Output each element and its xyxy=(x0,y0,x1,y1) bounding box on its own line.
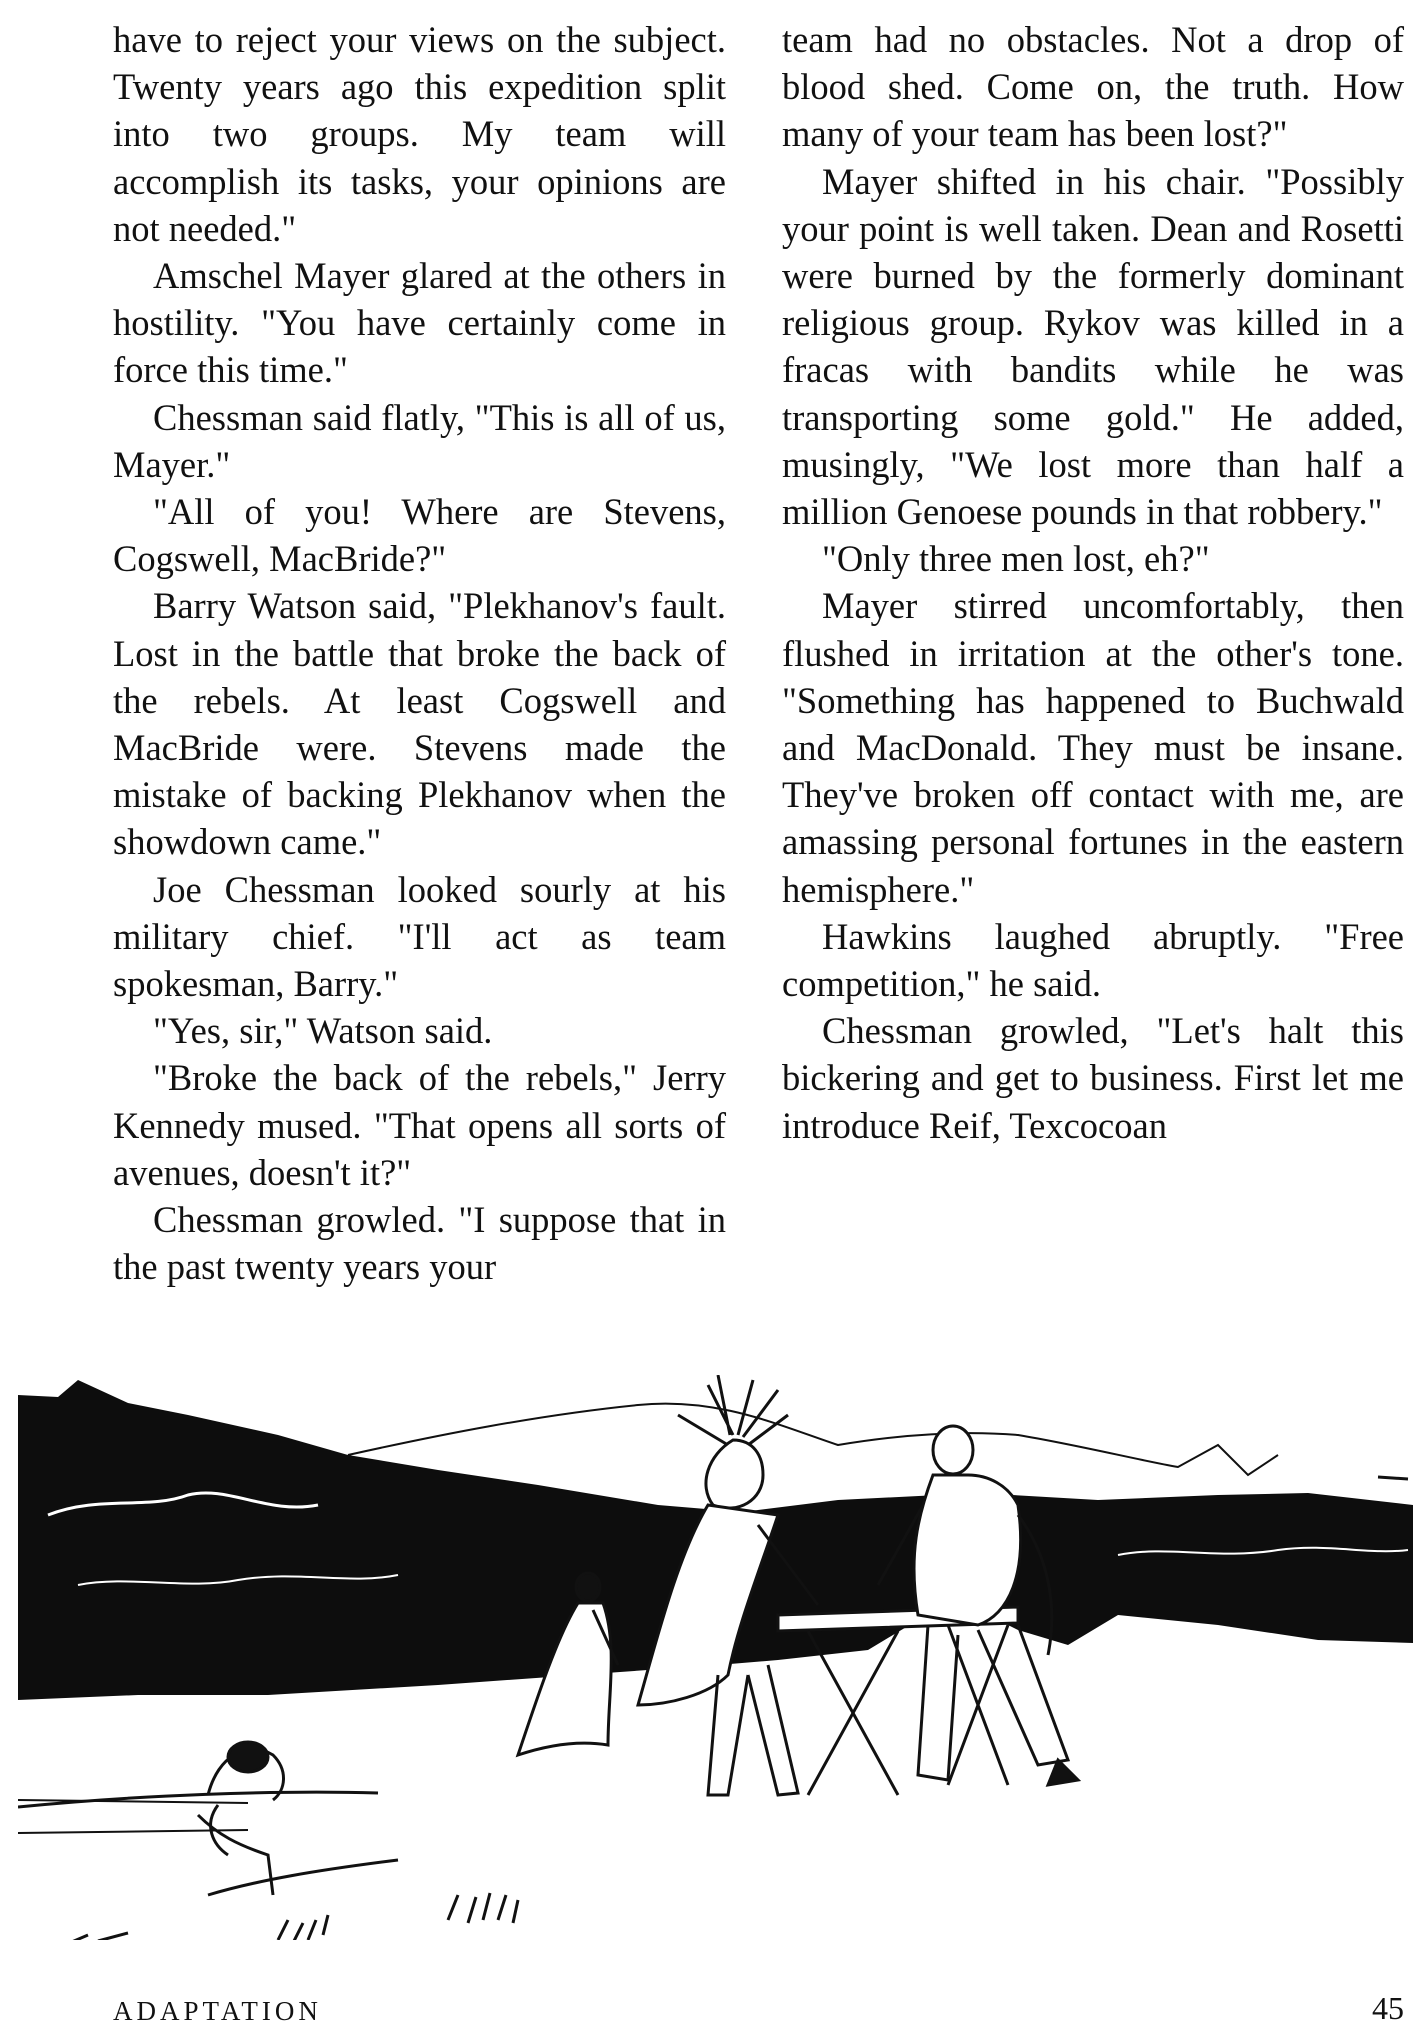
paragraph: team had no obstacles. Not a drop of blood shed. Come on, the truth. How many of your team has been lost?" xyxy=(782,19,1404,155)
paragraph: Amschel Mayer glared at the others in hostility. "You have certainly come in force this time." xyxy=(113,255,726,391)
figure-binoculars xyxy=(198,1742,284,1895)
paragraph: "Broke the back of the rebels," Jerry Kennedy mused. "That opens all sorts of avenues, doesn't it?" xyxy=(113,1057,726,1193)
paragraph: "Only three men lost, eh?" xyxy=(822,538,1210,580)
section-title: ADAPTATION xyxy=(113,1996,322,2026)
text-column-right xyxy=(782,16,1404,1149)
paragraph: Chessman growled. "I suppose that in the past twenty years your xyxy=(113,1199,726,1288)
paragraph: Chessman growled, "Let's halt this bickering and get to business. First let me introduce Reif, Texcocoan xyxy=(782,1010,1404,1146)
page-number: 45 xyxy=(1372,1990,1404,2026)
paragraph: Joe Chessman looked sourly at his military chief. "I'll act as team spokesman, Barry." xyxy=(113,868,726,1005)
paragraph: Barry Watson said, "Plekhanov's fault. Lost in the battle that broke the back of the rebels. At least Cogswell and MacBride were. Stevens made the mistake of backing Plekhanov when the showdown came." xyxy=(113,585,726,863)
text-column-left xyxy=(113,16,726,1290)
distant-mountains xyxy=(348,1404,1278,1475)
paragraph: "All of you! Where are Stevens, Cogswell, MacBride?" xyxy=(113,491,726,580)
paragraph: "Yes, sir," Watson said. xyxy=(153,1010,493,1052)
paragraph: Chessman said flatly, "This is all of us, Mayer." xyxy=(113,396,726,485)
dark-plain xyxy=(718,1493,1413,1665)
illustration-mountain-scene xyxy=(18,1375,1413,1940)
paragraph: have to reject your views on the subject. Twenty years ago this expedition split into two groups. My team will accomplish its tasks, your opinions are not needed." xyxy=(113,19,726,249)
paragraph: Mayer shifted in his chair. "Possibly your point is well taken. Dean and Rosetti were burned by the formerly dominant religious group. Rykov was killed in a fracas with bandits while he was transporting some gold." He added, musingly, "We lost more than half a million Genoese pounds in that robbery." xyxy=(782,160,1404,533)
paragraph: Mayer stirred uncomfortably, then flushed in irritation at the other's tone. "Something has happened to Buchwald and MacDonald. They must be insane. They've broken off contact with me, are amassing personal fortunes in the eastern hemisphere." xyxy=(782,585,1404,910)
paragraph: Hawkins laughed abruptly. "Free competition," he said. xyxy=(782,915,1404,1005)
